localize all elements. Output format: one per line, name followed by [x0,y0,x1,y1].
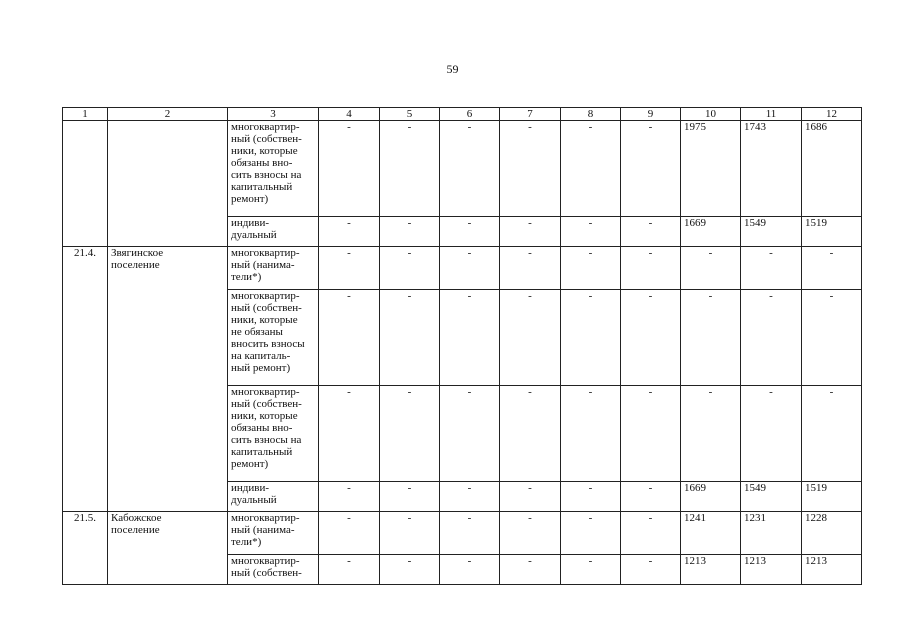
value-cell: - [621,247,681,290]
value-cell: - [561,512,621,555]
value-cell: - [621,290,681,386]
value-cell: - [380,555,440,585]
value-cell: 1213 [802,555,862,585]
value-cell: - [500,386,561,482]
col-header: 11 [741,108,802,121]
value-cell: 1669 [681,482,741,512]
value-cell: 1743 [741,121,802,217]
value-cell: - [561,290,621,386]
value-cell: - [561,386,621,482]
value-cell: 1241 [681,512,741,555]
table-body [63,121,862,585]
col-header: 10 [681,108,741,121]
col-header: 1 [63,108,108,121]
value-cell: - [802,290,862,386]
housing-type: многоквартир- ный (собствен- [228,555,319,585]
value-cell: - [681,290,741,386]
value-cell: 1228 [802,512,862,555]
housing-type: многоквартир- ный (собствен- ники, которые обязаны вно- сить взносы на капитальный ремонт) [228,121,319,217]
value-cell: - [440,555,500,585]
value-cell: - [440,290,500,386]
value-cell: - [380,247,440,290]
col-header: 7 [500,108,561,121]
housing-type: многоквартир- ный (нанима- тели*) [228,512,319,555]
value-cell: - [561,217,621,247]
value-cell: - [440,247,500,290]
value-cell: - [741,247,802,290]
housing-type: многоквартир- ный (собствен- ники, которые обязаны вно- сить взносы на капитальный ремонт) [228,386,319,482]
col-header: 8 [561,108,621,121]
value-cell: - [500,482,561,512]
value-cell: - [681,386,741,482]
value-cell: - [681,247,741,290]
value-cell: - [561,482,621,512]
settlement-name: Звягинское поселение [108,247,228,512]
value-cell: - [380,512,440,555]
value-cell: 1213 [681,555,741,585]
value-cell: - [380,386,440,482]
row-number: 21.5. [63,512,108,585]
value-cell: - [380,217,440,247]
col-header: 12 [802,108,862,121]
value-cell: 1686 [802,121,862,217]
value-cell: - [319,555,380,585]
value-cell: - [440,512,500,555]
value-cell: 1213 [741,555,802,585]
value-cell: - [500,555,561,585]
value-cell: - [621,555,681,585]
value-cell: - [319,482,380,512]
settlement-name [108,121,228,247]
value-cell: - [802,247,862,290]
value-cell: 1519 [802,482,862,512]
value-cell: - [741,290,802,386]
housing-type: индиви- дуальный [228,217,319,247]
value-cell: - [319,512,380,555]
value-cell: - [380,121,440,217]
col-header: 3 [228,108,319,121]
value-cell: - [440,386,500,482]
value-cell: 1669 [681,217,741,247]
value-cell: 1549 [741,217,802,247]
col-header: 9 [621,108,681,121]
value-cell: - [380,290,440,386]
col-header: 6 [440,108,500,121]
value-cell: 1231 [741,512,802,555]
table-row [63,512,862,555]
value-cell: - [621,217,681,247]
value-cell: - [319,121,380,217]
value-cell: - [319,290,380,386]
row-number [63,121,108,247]
settlement-name: Кабожское поселение [108,512,228,585]
value-cell: - [561,555,621,585]
col-header: 5 [380,108,440,121]
value-cell: - [561,247,621,290]
col-header: 4 [319,108,380,121]
tariff-table [62,107,862,585]
value-cell: 1549 [741,482,802,512]
value-cell: - [621,512,681,555]
page-number: 59 [446,62,459,76]
value-cell: - [741,386,802,482]
value-cell: - [500,512,561,555]
housing-type: многоквартир- ный (нанима- тели*) [228,247,319,290]
table-row [63,247,862,290]
value-cell: - [621,482,681,512]
value-cell: - [500,247,561,290]
value-cell: - [319,386,380,482]
row-number: 21.4. [63,247,108,512]
value-cell: - [319,217,380,247]
value-cell: - [621,121,681,217]
header-row [63,108,862,121]
value-cell: - [440,217,500,247]
col-header: 2 [108,108,228,121]
value-cell: 1519 [802,217,862,247]
value-cell: - [440,482,500,512]
value-cell: - [440,121,500,217]
value-cell: 1975 [681,121,741,217]
table-row [63,121,862,217]
value-cell: - [380,482,440,512]
value-cell: - [621,386,681,482]
value-cell: - [500,121,561,217]
value-cell: - [561,121,621,217]
value-cell: - [802,386,862,482]
value-cell: - [500,290,561,386]
housing-type: индиви- дуальный [228,482,319,512]
housing-type: многоквартир- ный (собствен- ники, которые не обязаны вносить взносы на капиталь- ный ремонт) [228,290,319,386]
value-cell: - [500,217,561,247]
value-cell: - [319,247,380,290]
